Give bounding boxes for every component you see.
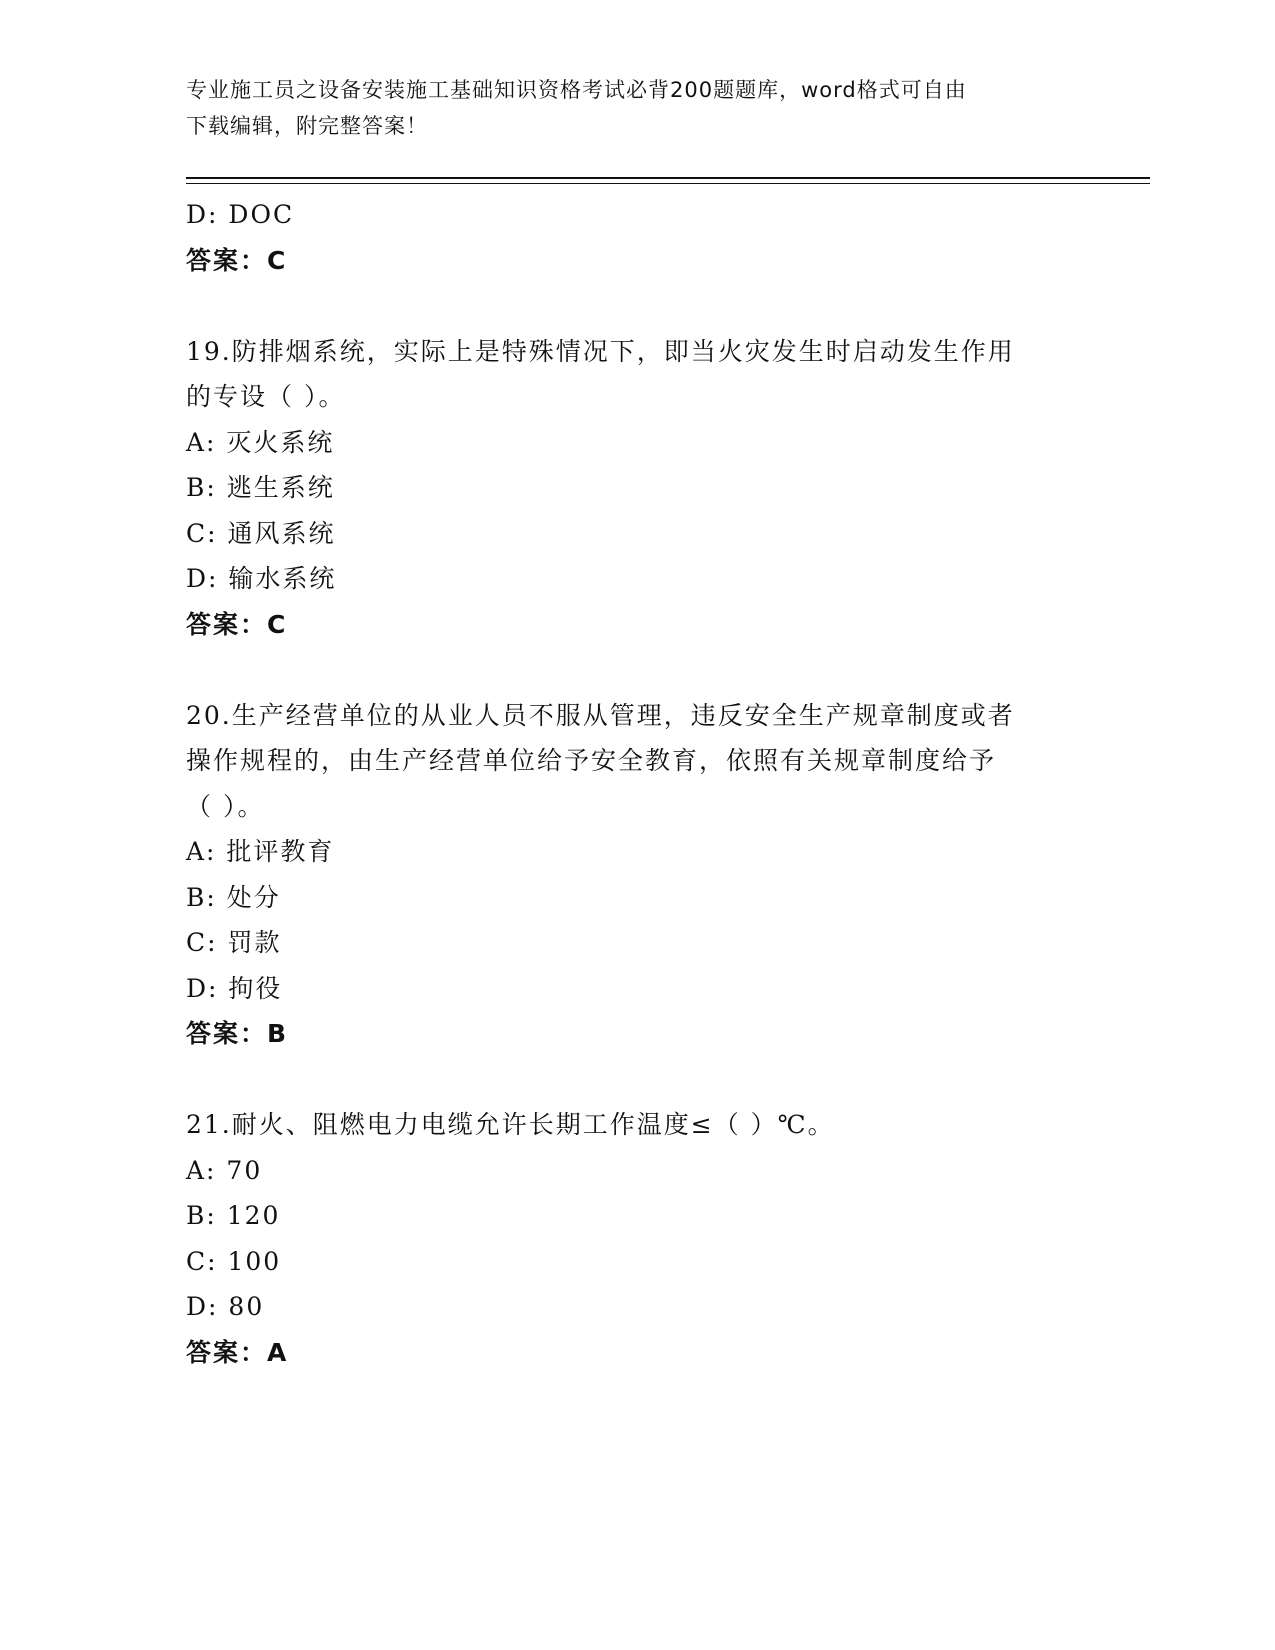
header-divider-thin bbox=[186, 183, 1150, 184]
question-20-text-line-3: （ ）。 bbox=[186, 791, 265, 821]
spacer bbox=[186, 647, 1086, 693]
header-divider-thick bbox=[186, 177, 1150, 179]
question-20 bbox=[186, 693, 1086, 1057]
prev-answer: 答案：C bbox=[186, 245, 288, 275]
question-20-answer: 答案：B bbox=[186, 1019, 289, 1048]
question-20-text-line-2: 操作规程的，由生产经营单位给予安全教育，依照有关规章制度给予 bbox=[186, 746, 997, 775]
question-21-option-d: D: 80 bbox=[186, 1292, 265, 1321]
question-21-option-c: C: 100 bbox=[186, 1246, 282, 1276]
question-19-option-b: B: 逃生系统 bbox=[186, 473, 335, 502]
spacer bbox=[186, 1057, 1086, 1103]
question-21-text-line-1: 21.耐火、阻燃电力电缆允许长期工作温度≤（ ）℃。 bbox=[186, 1110, 835, 1139]
question-20-option-a: A: 批评教育 bbox=[186, 837, 335, 866]
question-19-text-line-2: 的专设（ ）。 bbox=[186, 382, 346, 411]
question-21 bbox=[186, 1102, 1086, 1375]
question-21-option-b: B: 120 bbox=[186, 1201, 281, 1230]
question-21-option-a: A: 70 bbox=[186, 1155, 263, 1185]
question-19-text-line-1: 19.防排烟系统，实际上是特殊情况下，即当火灾发生时启动发生作用 bbox=[186, 336, 1015, 366]
page-header bbox=[186, 72, 1086, 144]
question-20-text-line-1: 20.生产经营单位的从业人员不服从管理，违反安全生产规章制度或者 bbox=[186, 700, 1015, 730]
question-19-option-d: D: 输水系统 bbox=[186, 564, 337, 593]
question-list bbox=[186, 192, 1086, 1375]
spacer bbox=[186, 283, 1086, 329]
header-line-2: 下载编辑，附完整答案！ bbox=[186, 114, 428, 138]
question-20-option-c: C: 罚款 bbox=[186, 928, 282, 957]
question-21-answer: 答案：A bbox=[186, 1337, 289, 1367]
question-20-option-b: B: 处分 bbox=[186, 882, 281, 912]
prev-option-d: D: DOC bbox=[186, 200, 295, 229]
question-19-option-c: C: 通风系统 bbox=[186, 518, 336, 548]
header-line-1: 专业施工员之设备安装施工基础知识资格考试必背200题题库，word格式可自由 bbox=[186, 78, 967, 102]
question-19-option-a: A: 灭火系统 bbox=[186, 427, 335, 457]
question-20-option-d: D: 拘役 bbox=[186, 973, 283, 1003]
question-19-answer: 答案：C bbox=[186, 609, 288, 639]
question-19 bbox=[186, 329, 1086, 648]
